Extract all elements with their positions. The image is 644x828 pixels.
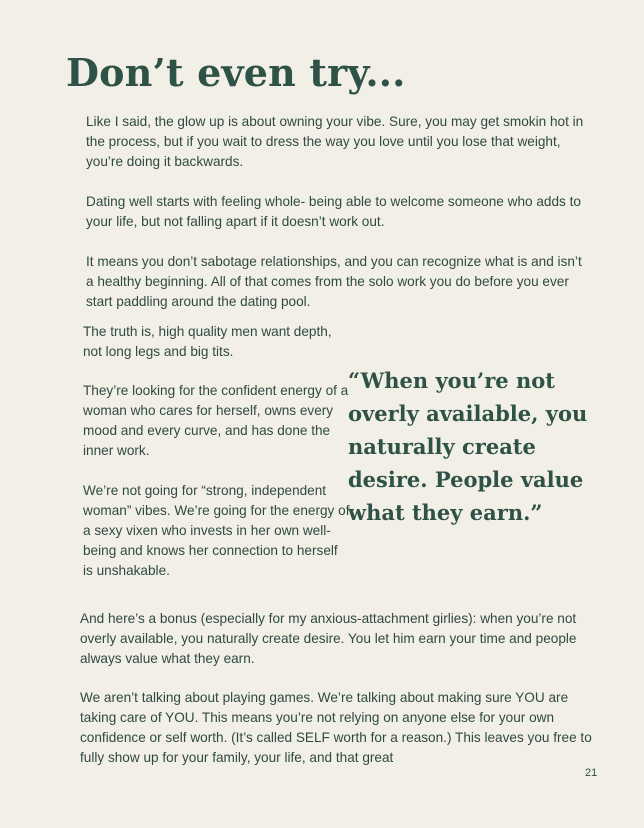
- intro-paragraph-2: Dating well starts with feeling whole- being able to welcome someone who adds to your life, but not falling apart if it doesn’t work out.: [86, 194, 581, 229]
- bottom-paragraph-2: We aren’t talking about playing games. We’re talking about making sure YOU are taking care of YOU. This means you’re not relying on anyone else for your own confidence or self worth. (It’s called SELF worth for a reason.) This leaves you free to fully show up for your family, your life, and that great: [80, 690, 592, 765]
- pull-quote: “When you’re not overly available, you naturally create desire. People value what they earn.”: [348, 368, 588, 525]
- column-paragraph-1: The truth is, high quality men want depth, not long legs and big tits.: [83, 324, 332, 359]
- column-paragraph-2: They’re looking for the confident energy of a woman who cares for herself, owns every mood and every curve, and has done the inner work.: [83, 383, 349, 458]
- intro-paragraph-1: Like I said, the glow up is about owning your vibe. Sure, you may get smokin hot in the process, but if you wait to dress the way you love until you lose that weight, you’re doing it backwards.: [86, 114, 584, 169]
- intro-paragraph-3: It means you don’t sabotage relationships, and you can recognize what is and isn’t a healthy beginning. All of that comes from the solo work you do before you ever start paddling around the dating pool.: [86, 254, 582, 309]
- bottom-paragraph-1: And here’s a bonus (especially for my anxious-attachment girlies): when you’re not overly available, you naturally create desire. You let him earn your time and people always value what they earn.: [80, 611, 577, 666]
- page-number: 21: [585, 767, 598, 779]
- column-paragraph-3: We’re not going for “strong, independent woman” vibes. We’re going for the energy of a sexy vixen who invests in her own well-being and knows her connection to herself is unshakable.: [83, 483, 350, 578]
- page-title: Don’t even try...: [66, 50, 406, 95]
